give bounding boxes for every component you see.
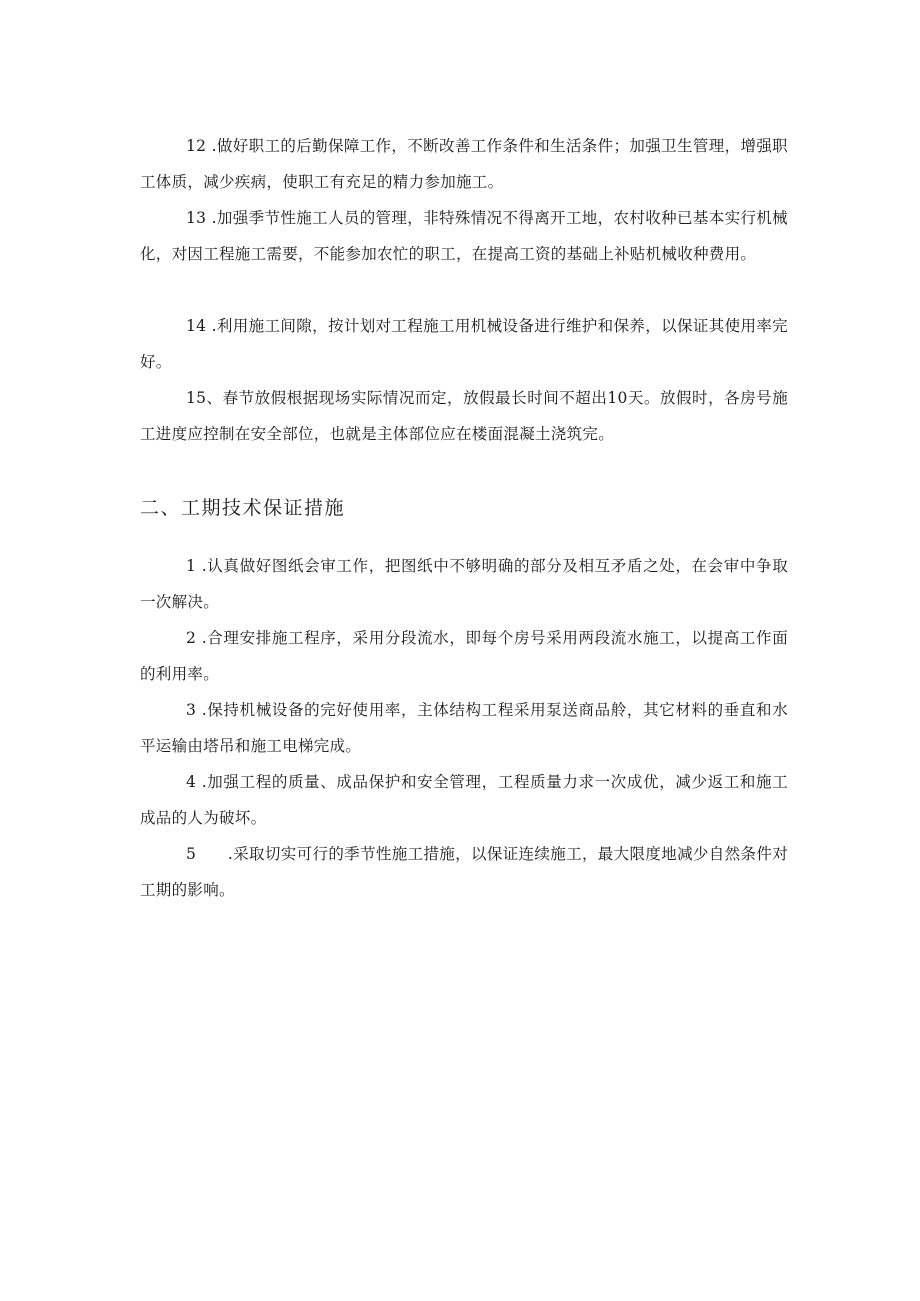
measure-item-4: 4 .加强工程的质量、成品保护和安全管理，工程质量力求一次成优，减少返工和施工成品的人为破坏。	[140, 773, 788, 827]
paragraph-item-14: 14 .利用施工间隙，按计划对工程施工用机械设备进行维护和保养，以保证其使用率完好。	[140, 317, 788, 371]
paragraph-item-15: 15、春节放假根据现场实际情况而定，放假最长时间不超出10天。放假时，各房号施工进度应控制在安全部位，也就是主体部位应在楼面混凝土浇筑完。	[140, 389, 788, 443]
measure-item-3: 3 .保持机械设备的完好使用率，主体结构工程采用泵送商品舲，其它材料的垂直和水平运输由塔吊和施工电梯完成。	[140, 701, 788, 755]
paragraph-item-12: 12 .做好职工的后勤保障工作，不断改善工作条件和生活条件；加强卫生管理，增强职工体质，减少疾病，使职工有充足的精力参加施工。	[140, 137, 788, 191]
measure-item-5: 5 .采取切实可行的季节性施工措施，以保证连续施工，最大限度地减少自然条件对工期的影响。	[140, 845, 788, 899]
section-heading: 二、工期技术保证措施	[140, 497, 346, 519]
paragraph-item-13: 13 .加强季节性施工人员的管理，非特殊情况不得离开工地，农村收种已基本实行机械化，对因工程施工需要，不能参加农忙的职工，在提高工资的基础上补贴机械收种费用。	[140, 209, 788, 263]
measure-item-1: 1 .认真做好图纸会审工作，把图纸中不够明确的部分及相互矛盾之处，在会审中争取一次解决。	[140, 557, 788, 611]
measure-item-2: 2 .合理安排施工程序，采用分段流水，即每个房号采用两段流水施工，以提高工作面的利用率。	[140, 629, 788, 683]
